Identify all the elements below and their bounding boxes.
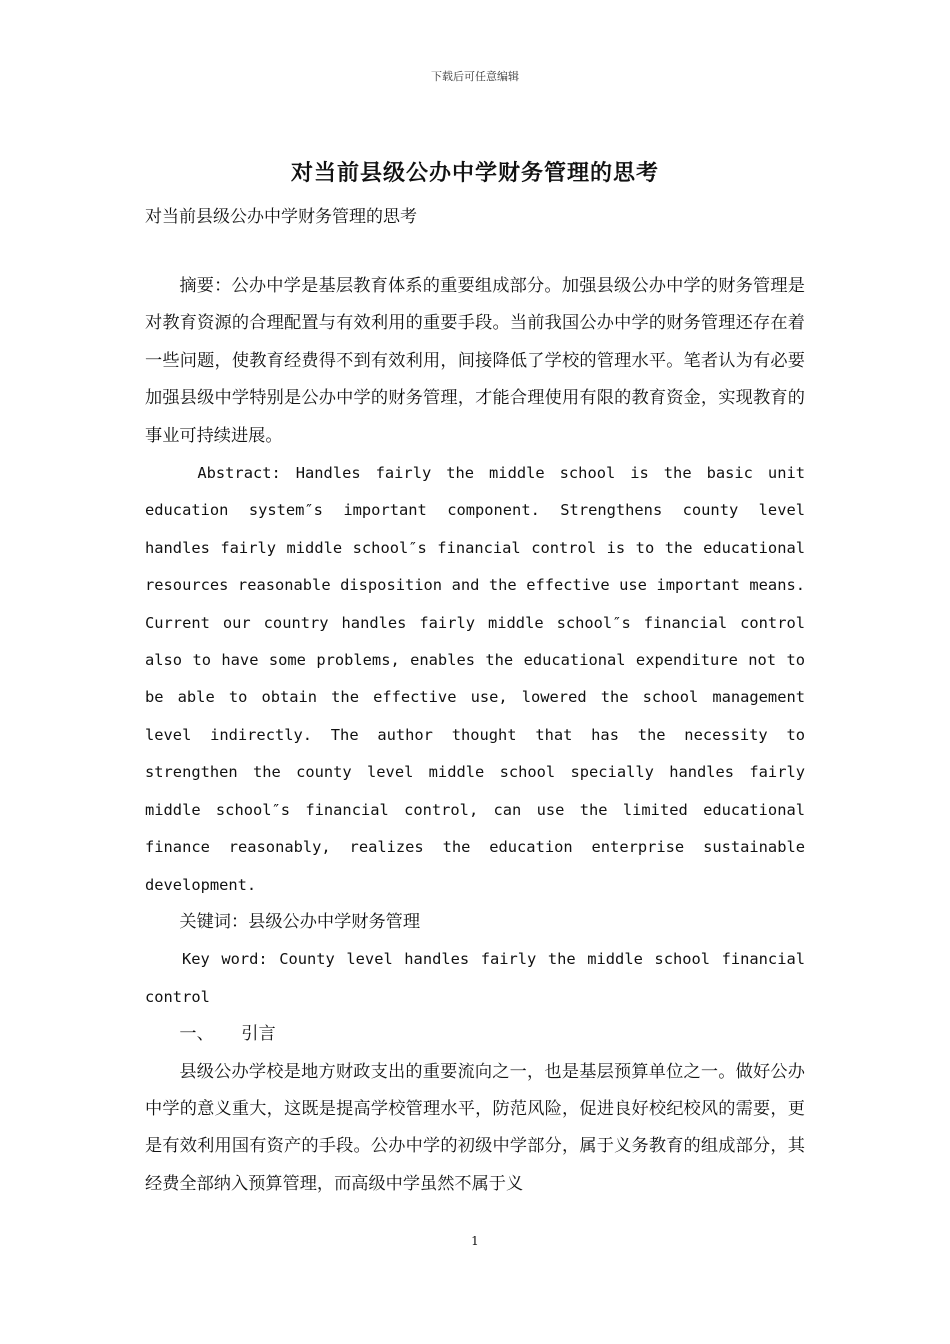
abstract-english: Abstract: Handles fairly the middle school is the basic unit education system″s important component. Strengthens county level handles fairly middle school″s financial control is to the educational resources reasonable disposition and the effective use important means. Current our country handles fairly middle school″s financial control also to have some problems, enables the educational expenditure not to be able to obtain the effective use, lowered the school management level indirectly. The author thought that has the necessity to strengthen the county level middle school specially handles fairly middle school″s financial control, can use the limited educational finance reasonably, realizes the education enterprise sustainable development. bbox=[145, 464, 805, 894]
section-number: 一、 bbox=[179, 1024, 214, 1045]
document-title: 对当前县级公办中学财务管理的思考 bbox=[290, 160, 659, 186]
keywords-chinese: 关键词：县级公办中学财务管理 bbox=[179, 911, 421, 932]
document-body bbox=[145, 268, 805, 1203]
abstract-chinese: 摘要：公办中学是基层教育体系的重要组成部分。加强县级公办中学的财务管理是对教育资源的合理配置与有效利用的重要手段。当前我国公办中学的财务管理还存在着一些问题，使教育经费得不到有效利用，间接降低了学校的管理水平。笔者认为有必要加强县级中学特别是公办中学的财务管理，才能合理使用有限的教育资金，实现教育的事业可持续进展。 bbox=[145, 276, 805, 446]
section-title: 引言 bbox=[241, 1024, 276, 1045]
keywords-english: Key word: County level handles fairly the middle school financial control bbox=[145, 950, 805, 1006]
section-heading bbox=[145, 1016, 805, 1053]
intro-paragraph: 县级公办学校是地方财政支出的重要流向之一，也是基层预算单位之一。做好公办中学的意义重大，这既是提高学校管理水平，防范风险，促进良好校纪校风的需要，更是有效利用国有资产的手段。公办中学的初级中学部分，属于义务教育的组成部分，其经费全部纳入预算管理，而高级中学虽然不属于义 bbox=[145, 1061, 805, 1194]
page-header: 下载后可任意编辑 bbox=[431, 70, 519, 83]
document-subtitle: 对当前县级公办中学财务管理的思考 bbox=[145, 207, 417, 227]
page-number: 1 bbox=[471, 1234, 479, 1248]
